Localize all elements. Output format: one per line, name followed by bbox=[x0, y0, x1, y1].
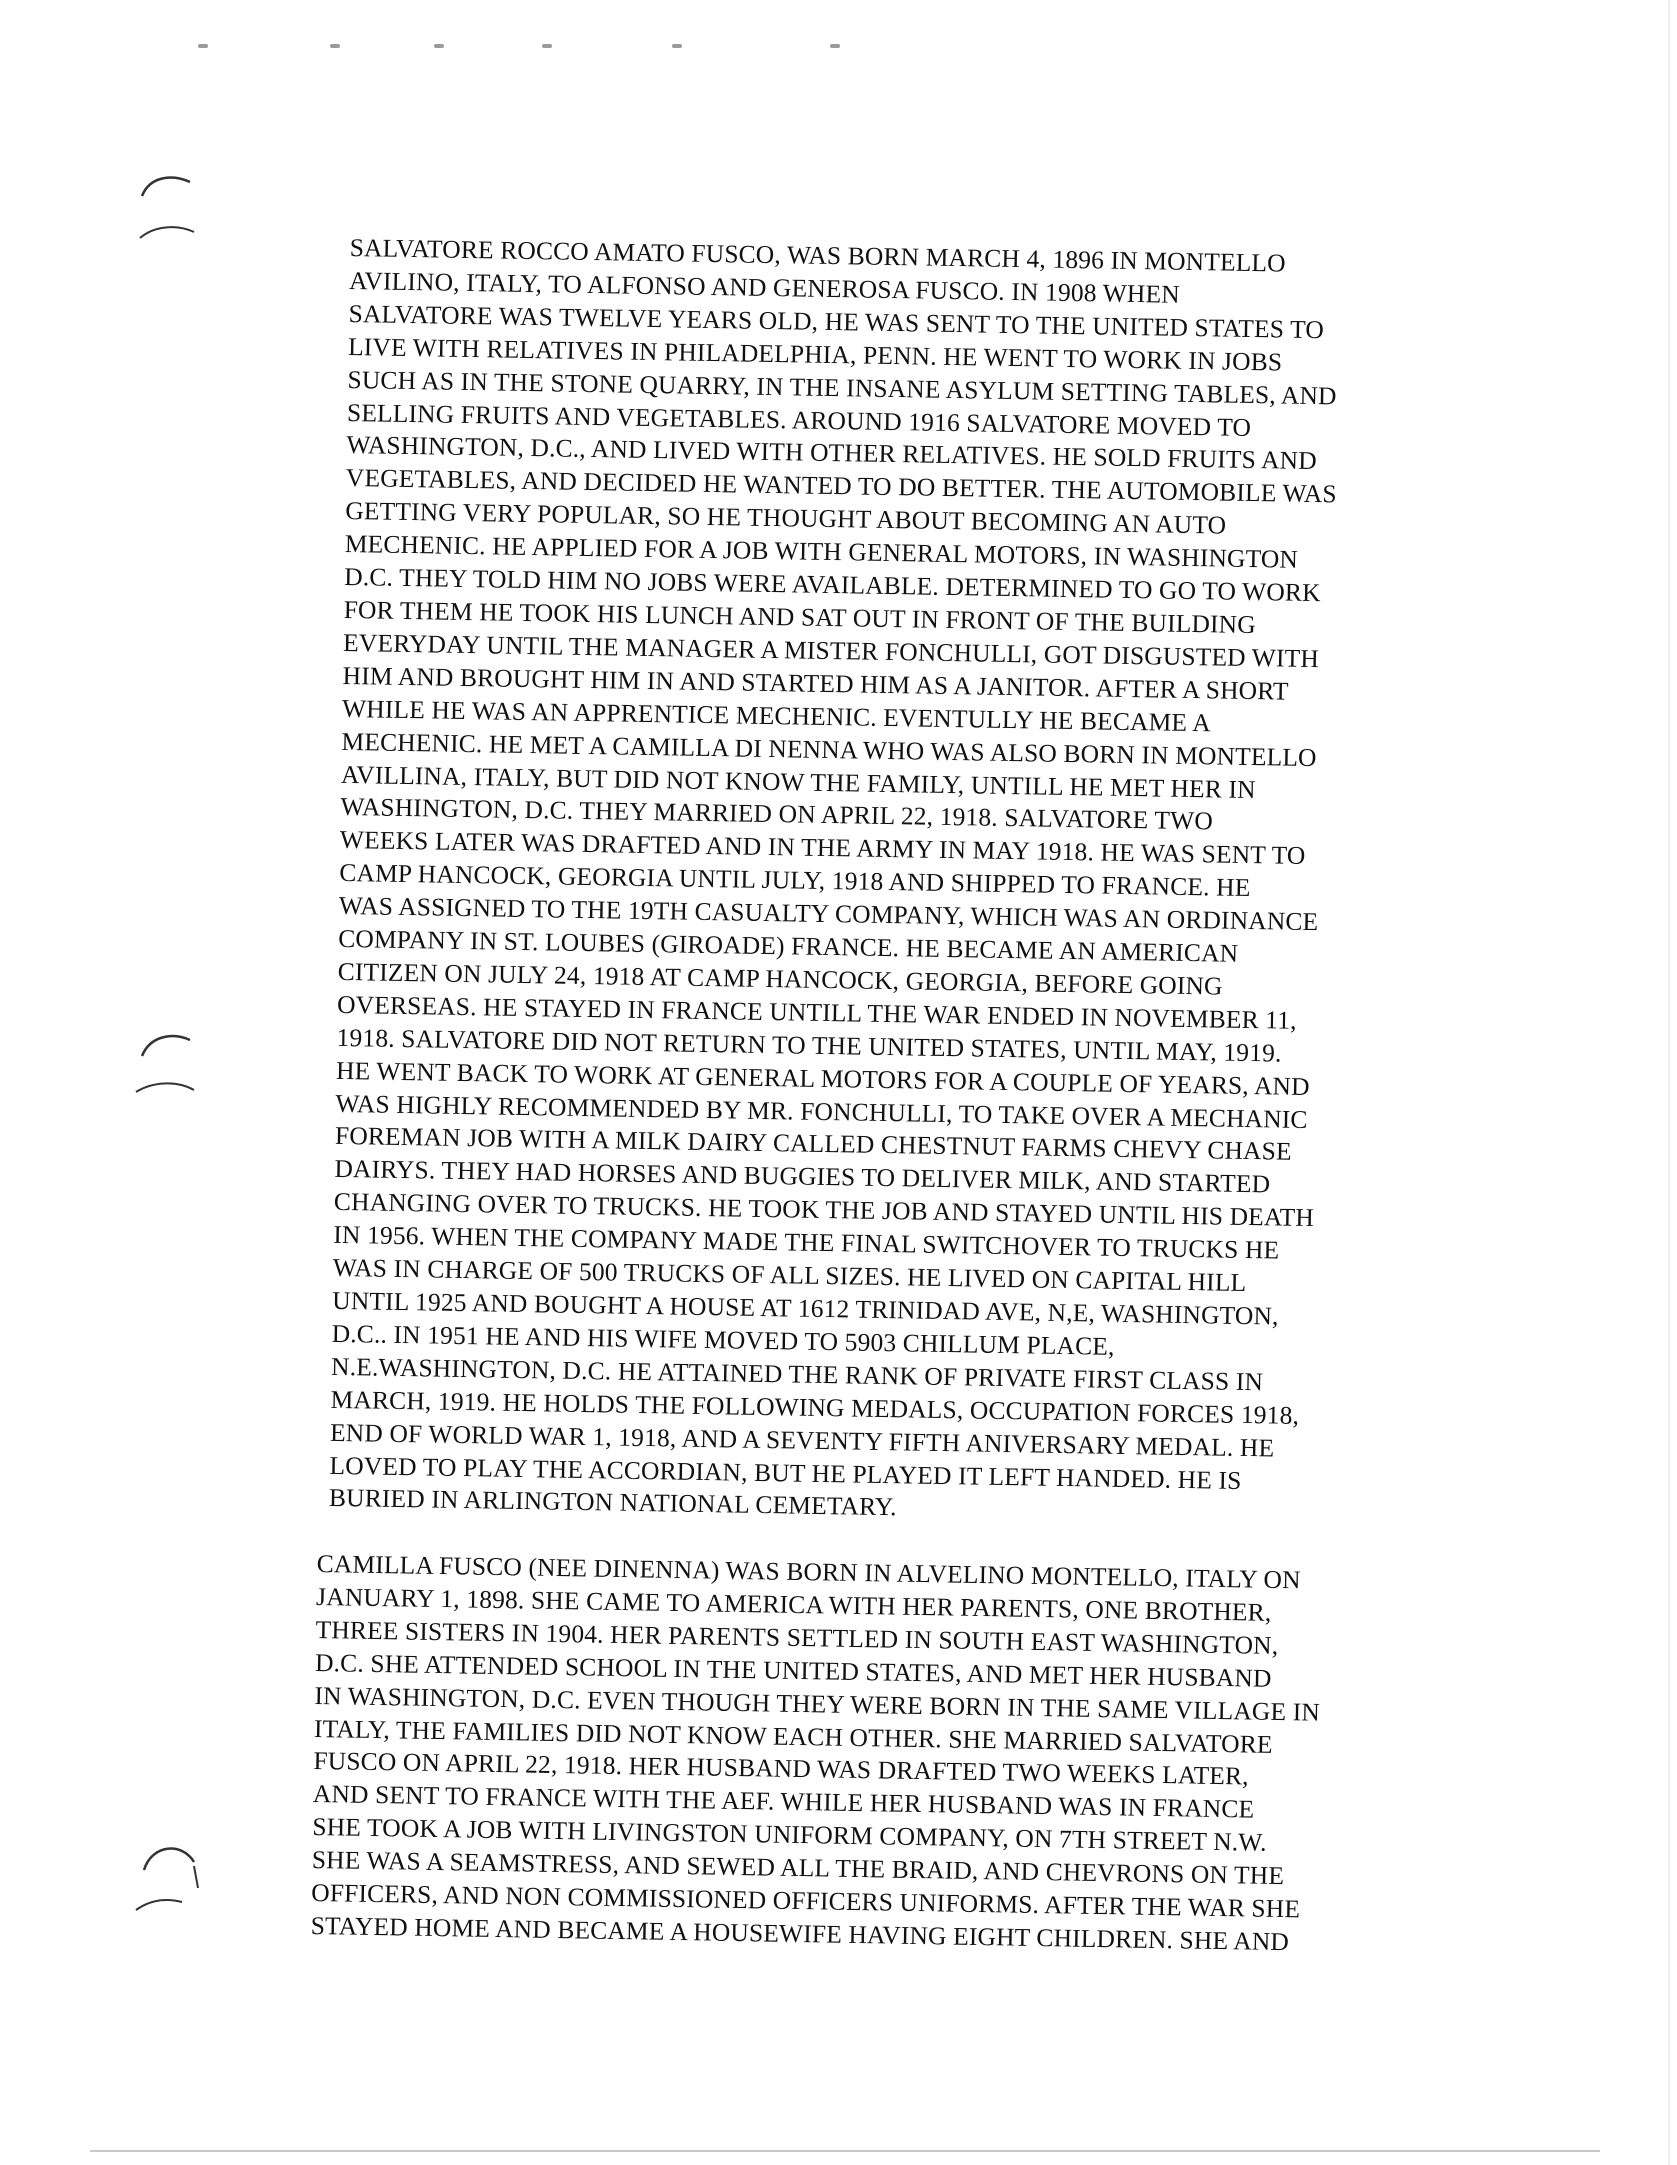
text-line: SELLING FRUITS AND VEGETABLES. AROUND 1916 SALVATORE MOVED TO bbox=[346, 397, 1252, 442]
text-line: WASHINGTON, D.C. THEY MARRIED ON APRIL 22, 1918. SALVATORE TWO bbox=[340, 792, 1214, 836]
text-line: WAS IN CHARGE OF 500 TRUCKS OF ALL SIZES. HE LIVED ON CAPITAL HILL bbox=[332, 1252, 1247, 1298]
text-line: BURIED IN ARLINGTON NATIONAL CEMETARY. bbox=[328, 1483, 897, 1522]
text-line: SALVATORE WAS TWELVE YEARS OLD, HE WAS SENT TO THE UNITED STATES TO bbox=[348, 298, 1325, 344]
text-line: COMPANY IN ST. LOUBES (GIROADE) FRANCE. HE BECAME AN AMERICAN bbox=[338, 923, 1239, 968]
text-line: CHANGING OVER TO TRUCKS. HE TOOK THE JOB AND STAYED UNTIL HIS DEATH bbox=[333, 1187, 1315, 1233]
text-line: SUCH AS IN THE STONE QUARRY, IN THE INSANE ASYLUM SETTING TABLES, AND bbox=[347, 364, 1337, 411]
text-line: HE WENT BACK TO WORK AT GENERAL MOTORS FOR A COUPLE OF YEARS, AND bbox=[335, 1055, 1310, 1101]
text-line: EVERYDAY UNTIL THE MANAGER A MISTER FONCHULLI, GOT DISGUSTED WITH bbox=[342, 627, 1320, 673]
text-line: WEEKS LATER WAS DRAFTED AND IN THE ARMY IN MAY 1918. HE WAS SENT TO bbox=[339, 825, 1306, 871]
text-line: SHE TOOK A JOB WITH LIVINGSTON UNIFORM COMPANY, ON 7TH STREET N.W. bbox=[312, 1812, 1267, 1858]
text-line: THREE SISTERS IN 1904. HER PARENTS SETTLED IN SOUTH EAST WASHINGTON, bbox=[315, 1614, 1279, 1660]
binder-hole-top bbox=[132, 168, 210, 246]
text-line: ITALY, THE FAMILIES DID NOT KNOW EACH OTHER. SHE MARRIED SALVATORE bbox=[313, 1713, 1273, 1759]
page-bottom-edge bbox=[90, 2150, 1600, 2152]
text-line: D.C. SHE ATTENDED SCHOOL IN THE UNITED STATES, AND MET HER HUSBAND bbox=[314, 1647, 1272, 1693]
binder-hole-middle bbox=[132, 1020, 210, 1098]
text-line: OVERSEAS. HE STAYED IN FRANCE UNTILL THE WAR ENDED IN NOVEMBER 11, bbox=[336, 989, 1297, 1035]
text-line: MECHENIC. HE MET A CAMILLA DI NENNA WHO WAS ALSO BORN IN MONTELLO bbox=[341, 726, 1317, 772]
text-line: GETTING VERY POPULAR, SO HE THOUGHT ABOUT BECOMING AN AUTO bbox=[345, 496, 1227, 540]
text-line: FOREMAN JOB WITH A MILK DAIRY CALLED CHESTNUT FARMS CHEVY CHASE bbox=[334, 1121, 1292, 1167]
scan-artifacts bbox=[190, 44, 890, 64]
text-line: D.C. THEY TOLD HIM NO JOBS WERE AVAILABLE. DETERMINED TO GO TO WORK bbox=[344, 562, 1321, 608]
text-line: WAS HIGHLY RECOMMENDED BY MR. FONCHULLI, TO TAKE OVER A MECHANIC bbox=[335, 1088, 1308, 1134]
text-line: WAS ASSIGNED TO THE 19TH CASUALTY COMPANY, WHICH WAS AN ORDINANCE bbox=[338, 891, 1319, 937]
text-line: IN 1956. WHEN THE COMPANY MADE THE FINAL SWITCHOVER TO TRUCKS HE bbox=[333, 1220, 1280, 1265]
text-line: CAMILLA FUSCO (NEE DINENNA) WAS BORN IN ALVELINO MONTELLO, ITALY ON bbox=[316, 1548, 1301, 1595]
text-line: END OF WORLD WAR 1, 1918, AND A SEVENTY FIFTH ANIVERSARY MEDAL. HE bbox=[329, 1417, 1275, 1463]
text-line: AND SENT TO FRANCE WITH THE AEF. WHILE HER HUSBAND WAS IN FRANCE bbox=[312, 1779, 1255, 1824]
text-line: IN WASHINGTON, D.C. EVEN THOUGH THEY WERE BORN IN THE SAME VILLAGE IN bbox=[314, 1680, 1321, 1727]
text-line: FUSCO ON APRIL 22, 1918. HER HUSBAND WAS DRAFTED TWO WEEKS LATER, bbox=[313, 1746, 1249, 1791]
text-line: HIM AND BROUGHT HIM IN AND STARTED HIM AS A JANITOR. AFTER A SHORT bbox=[342, 660, 1289, 706]
text-line: OFFICERS, AND NON COMMISSIONED OFFICERS UNIFORMS. AFTER THE WAR SHE bbox=[311, 1878, 1301, 1924]
binder-hole-bottom bbox=[132, 1836, 210, 1914]
text-line: AVILLINA, ITALY, BUT DID NOT KNOW THE FAMILY, UNTILL HE MET HER IN bbox=[340, 759, 1256, 804]
text-line: LIVE WITH RELATIVES IN PHILADELPHIA, PENN. HE WENT TO WORK IN JOBS bbox=[347, 331, 1283, 377]
text-line: 1918. SALVATORE DID NOT RETURN TO THE UNITED STATES, UNTIL MAY, 1919. bbox=[336, 1022, 1282, 1068]
text-line: CITIZEN ON JULY 24, 1918 AT CAMP HANCOCK, GEORGIA, BEFORE GOING bbox=[337, 956, 1223, 1001]
text-line: WASHINGTON, D.C., AND LIVED WITH OTHER RELATIVES. HE SOLD FRUITS AND bbox=[346, 430, 1318, 476]
text-line: JANUARY 1, 1898. SHE CAME TO AMERICA WITH HER PARENTS, ONE BROTHER, bbox=[315, 1581, 1272, 1627]
text-line: AVILINO, ITALY, TO ALFONSO AND GENEROSA FUSCO. IN 1908 WHEN bbox=[348, 265, 1181, 309]
text-line: SHE WAS A SEAMSTRESS, AND SEWED ALL THE BRAID, AND CHEVRONS ON THE bbox=[311, 1845, 1285, 1891]
text-line: FOR THEM HE TOOK HIS LUNCH AND SAT OUT IN FRONT OF THE BUILDING bbox=[343, 594, 1257, 640]
text-line: STAYED HOME AND BECAME A HOUSEWIFE HAVING EIGHT CHILDREN. SHE AND bbox=[310, 1910, 1290, 1957]
text-line: MECHENIC. HE APPLIED FOR A JOB WITH GENERAL MOTORS, IN WASHINGTON bbox=[344, 529, 1299, 574]
text-line: DAIRYS. THEY HAD HORSES AND BUGGIES TO DELIVER MILK, AND STARTED bbox=[334, 1154, 1271, 1199]
text-line: WHILE HE WAS AN APPRENTICE MECHENIC. EVENTULLY HE BECAME A bbox=[341, 693, 1212, 738]
page-right-edge bbox=[1668, 0, 1670, 2165]
text-line: MARCH, 1919. HE HOLDS THE FOLLOWING MEDALS, OCCUPATION FORCES 1918, bbox=[330, 1384, 1300, 1430]
paragraph-camilla-fusco bbox=[310, 1548, 1322, 1959]
paragraph-salvatore-fusco bbox=[329, 232, 1341, 1532]
text-line: CAMP HANCOCK, GEORGIA UNTIL JULY, 1918 AND SHIPPED TO FRANCE. HE bbox=[339, 858, 1251, 903]
text-line: LOVED TO PLAY THE ACCORDIAN, BUT HE PLAYED IT LEFT HANDED. HE IS bbox=[329, 1450, 1242, 1495]
text-line: SALVATORE ROCCO AMATO FUSCO, WAS BORN MARCH 4, 1896 IN MONTELLO bbox=[349, 232, 1286, 278]
text-line: UNTIL 1925 AND BOUGHT A HOUSE AT 1612 TRINIDAD AVE, N,E, WASHINGTON, bbox=[332, 1285, 1279, 1331]
text-line: N.E.WASHINGTON, D.C. HE ATTAINED THE RANK OF PRIVATE FIRST CLASS IN bbox=[330, 1351, 1264, 1397]
text-line: VEGETABLES, AND DECIDED HE WANTED TO DO BETTER. THE AUTOMOBILE WAS bbox=[345, 463, 1338, 509]
text-line: D.C.. IN 1951 HE AND HIS WIFE MOVED TO 5903 CHILLUM PLACE, bbox=[331, 1318, 1115, 1361]
